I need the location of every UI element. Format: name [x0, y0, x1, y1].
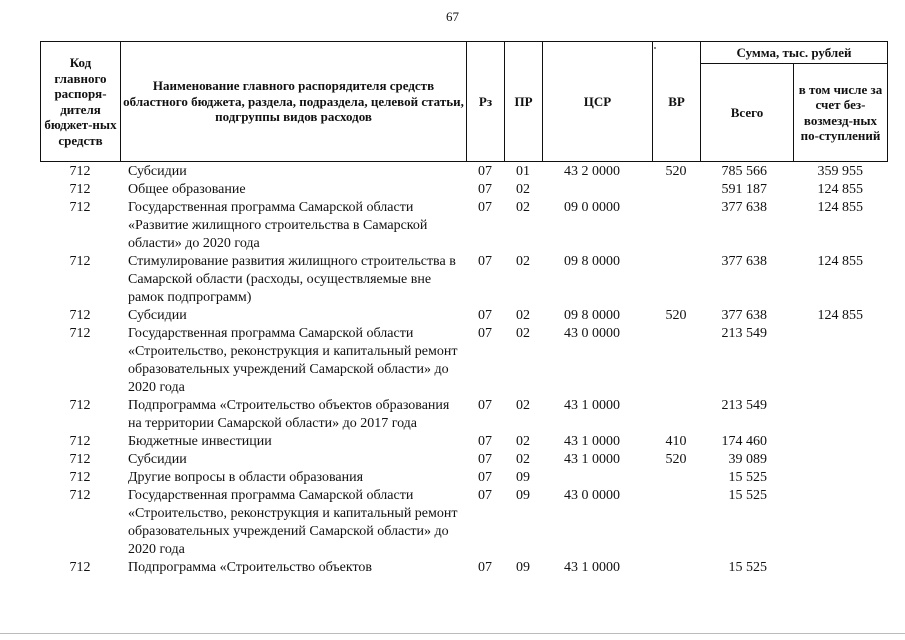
row-name: Субсидии [128, 308, 187, 323]
table-row [40, 163, 887, 181]
row-incl: 124 855 [817, 254, 863, 269]
table-row [40, 307, 887, 325]
row-rz: 07 [478, 560, 492, 575]
row-rz: 07 [478, 434, 492, 449]
row-total: 377 638 [721, 254, 767, 269]
row-incl [793, 469, 887, 487]
row-pr: 09 [516, 560, 530, 575]
row-pr: 02 [516, 434, 530, 449]
row-name: Другие вопросы в области образования [128, 470, 364, 485]
row-rz: 07 [478, 452, 492, 467]
row-total: 15 525 [728, 488, 767, 503]
row-code: 712 [69, 398, 91, 413]
row-incl: 124 855 [817, 182, 863, 197]
row-pr: 02 [516, 398, 530, 413]
row-vr [652, 253, 700, 307]
page-number: 67 [446, 9, 459, 24]
row-rz: 07 [478, 200, 492, 215]
row-vr: 520 [665, 308, 687, 323]
row-code: 712 [69, 254, 91, 269]
row-total: 785 566 [721, 164, 767, 179]
header-csr: ЦСР [543, 42, 653, 162]
row-name: Стимулирование развития жилищного строительства в Самарской области (расходы, осуществляемые вне рамок подпрограмм) [128, 254, 456, 305]
row-total: 377 638 [721, 308, 767, 323]
row-pr: 02 [516, 308, 530, 323]
row-code: 712 [69, 470, 91, 485]
row-name: Общее образование [128, 182, 246, 197]
row-vr [652, 487, 700, 559]
row-code: 712 [69, 200, 91, 215]
header-total: Всего [701, 64, 794, 162]
row-rz: 07 [478, 326, 492, 341]
table-row [40, 253, 887, 307]
row-vr [652, 325, 700, 397]
row-csr: 09 0 0000 [564, 200, 620, 215]
table-row [40, 487, 887, 559]
header-vr: ВР [653, 42, 701, 162]
header-rz: Рз [467, 42, 505, 162]
row-incl [793, 487, 887, 559]
row-csr [542, 469, 652, 487]
table-row [40, 451, 887, 469]
row-vr: 410 [665, 434, 687, 449]
row-name: Государственная программа Самарской области «Строительство, реконструкция и капитальный ремонт образовательных учреждений Самарской области» до 2020 года [128, 326, 458, 395]
row-vr: 520 [665, 164, 687, 179]
row-incl [793, 433, 887, 451]
row-csr: 43 2 0000 [564, 164, 620, 179]
row-name: Субсидии [128, 452, 187, 467]
row-code: 712 [69, 434, 91, 449]
row-code: 712 [69, 452, 91, 467]
row-code: 712 [69, 560, 91, 575]
row-pr: 01 [516, 164, 530, 179]
header-name: Наименование главного распорядителя средств областного бюджета, раздела, подраздела, целевой статьи, подгруппы видов расходов [121, 42, 467, 162]
row-vr: 520 [665, 452, 687, 467]
row-csr [542, 181, 652, 199]
row-pr: 02 [516, 452, 530, 467]
row-csr: 43 1 0000 [564, 452, 620, 467]
row-vr [652, 469, 700, 487]
row-pr: 02 [516, 326, 530, 341]
row-pr: 09 [516, 488, 530, 503]
row-name: Государственная программа Самарской области «Развитие жилищного строительства в Самарской области» до 2020 года [128, 200, 428, 251]
row-name: Субсидии [128, 164, 187, 179]
table-row [40, 397, 887, 433]
row-incl: 124 855 [817, 200, 863, 215]
row-rz: 07 [478, 254, 492, 269]
row-incl: 359 955 [817, 164, 863, 179]
row-total: 39 089 [728, 452, 767, 467]
header-sum: Сумма, тыс. рублей [701, 42, 888, 64]
row-code: 712 [69, 488, 91, 503]
row-csr: 43 0 0000 [564, 488, 620, 503]
table-row [40, 181, 887, 199]
row-vr [652, 559, 700, 577]
row-incl: 124 855 [817, 308, 863, 323]
row-code: 712 [69, 182, 91, 197]
row-csr: 43 0 0000 [564, 326, 620, 341]
table-row [40, 469, 887, 487]
row-incl [793, 325, 887, 397]
row-name: Государственная программа Самарской области «Строительство, реконструкция и капитальный ремонт образовательных учреждений Самарской области» до 2020 года [128, 488, 458, 557]
row-rz: 07 [478, 470, 492, 485]
header-code: Код главного распоря-дителя бюджет-ных средств [41, 42, 121, 162]
row-total: 377 638 [721, 200, 767, 215]
row-code: 712 [69, 164, 91, 179]
row-vr [652, 181, 700, 199]
row-pr: 02 [516, 200, 530, 215]
row-pr: 02 [516, 254, 530, 269]
row-rz: 07 [478, 488, 492, 503]
row-pr: 02 [516, 182, 530, 197]
row-total: 174 460 [721, 434, 767, 449]
row-rz: 07 [478, 182, 492, 197]
row-pr: 09 [516, 470, 530, 485]
row-vr [652, 397, 700, 433]
row-total: 213 549 [721, 326, 767, 341]
row-incl [793, 397, 887, 433]
table-row [40, 559, 887, 577]
header-pr: ПР [505, 42, 543, 162]
budget-table [40, 163, 887, 577]
page-bottom-edge [0, 633, 905, 634]
row-csr: 43 1 0000 [564, 560, 620, 575]
row-csr: 43 1 0000 [564, 434, 620, 449]
row-total: 213 549 [721, 398, 767, 413]
row-name: Бюджетные инвестиции [128, 434, 272, 449]
header-incl: в том числе за счет без-возмезд-ных по-ступлений [794, 64, 888, 162]
row-total: 15 525 [728, 560, 767, 575]
row-code: 712 [69, 308, 91, 323]
row-name: Подпрограмма «Строительство объектов образования на территории Самарской области» до 2017 года [128, 398, 450, 431]
row-total: 591 187 [721, 182, 767, 197]
row-csr: 43 1 0000 [564, 398, 620, 413]
row-total: 15 525 [728, 470, 767, 485]
row-vr [652, 199, 700, 253]
table-row [40, 199, 887, 253]
row-rz: 07 [478, 164, 492, 179]
row-name: Подпрограмма «Строительство объектов [128, 560, 372, 575]
row-incl [793, 559, 887, 577]
table-header [40, 41, 888, 162]
table-row [40, 325, 887, 397]
row-rz: 07 [478, 308, 492, 323]
row-rz: 07 [478, 398, 492, 413]
row-csr: 09 8 0000 [564, 254, 620, 269]
table-row [40, 433, 887, 451]
row-code: 712 [69, 326, 91, 341]
row-csr: 09 8 0000 [564, 308, 620, 323]
row-incl [793, 451, 887, 469]
